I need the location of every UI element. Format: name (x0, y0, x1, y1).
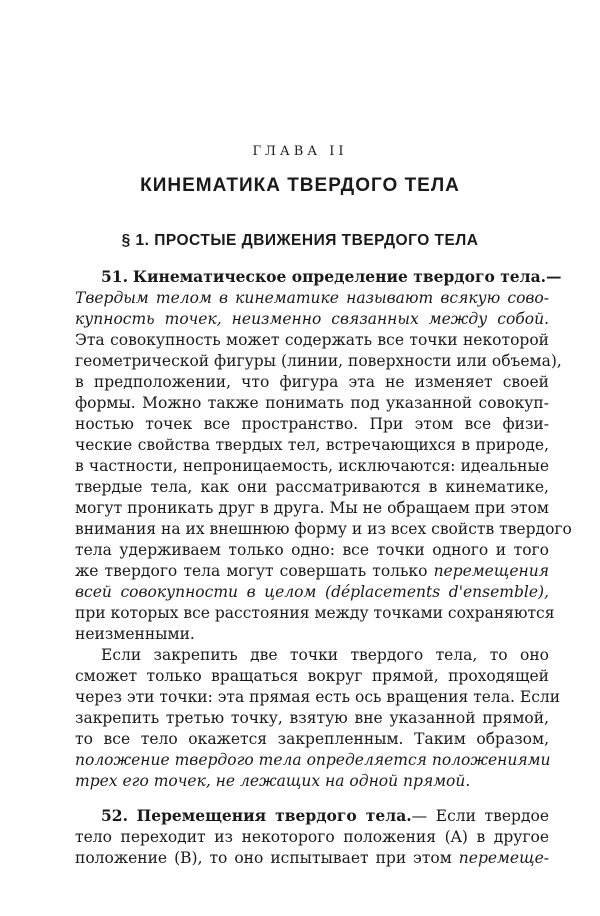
para51-italic-text: всей совокупности в целом (75, 583, 317, 601)
para51-line (75, 582, 549, 602)
para51b-line: то все тело окажется закрепленным. Таким образом, (75, 730, 549, 748)
para51b-line: сможет только вращаться вокруг прямой, проходящей (75, 667, 549, 685)
para52-heading: Перемещения твердого тела. (136, 806, 412, 825)
para51-italic-text: перемещения (433, 562, 549, 580)
para52-heading-line (101, 806, 549, 826)
para51b-line: трех его точек, не лежащих на одной прямой. (75, 772, 471, 790)
para52-number: 52. (101, 806, 128, 825)
para51-line: твердые тела, как они рассматриваются в кинематике, (75, 478, 549, 496)
section-title: § 1. ПРОСТЫЕ ДВИЖЕНИЯ ТВЕРДОГО ТЕЛА (121, 232, 479, 249)
para51-line: внимания на их внешнюю форму и из всех свойств твердого (75, 520, 572, 538)
para51-line: геометрической фигуры (линии, поверхности или объема), (75, 352, 562, 370)
para51-line: при которых все расстояния между точками сохраняются (75, 604, 555, 622)
para51-french-term: (déplacements d'ensemble), (325, 583, 550, 601)
para51-heading: Кинематическое определение твердого тела.— (132, 267, 562, 286)
para51-line: Твердым телом в кинематике называют всякую сово- (75, 289, 549, 307)
para51-number: 51. (101, 267, 128, 286)
para51-line: неизменными. (75, 625, 195, 643)
para51-heading-line (101, 267, 562, 287)
para51-line (75, 561, 549, 581)
para51-text: же твердого тела могут совершать только (75, 562, 428, 580)
para52-text: — Если твердое (411, 807, 549, 825)
para51-line: ностью точек все пространство. При этом все физи- (75, 415, 549, 433)
para51-line: Эта совокупность может содержать все точки некоторой (75, 331, 549, 349)
chapter-title: КИНЕМАТИКА ТВЕРДОГО ТЕЛА (140, 175, 460, 196)
para51b-line: через эти точки: эта прямая есть ось вращения тела. Если (75, 688, 561, 706)
para52-line (75, 848, 549, 868)
para51-line: в предположении, что фигура эта не изменяет своей (75, 373, 549, 391)
para51-line: тела удерживаем только одно: все точки одного и того (75, 541, 549, 559)
para51-line: могут проникать друг в друга. Мы не обращаем при этом (75, 499, 549, 517)
para51-line: в частности, непроницаемость, исключаются: идеальные (75, 457, 549, 475)
para51b-line: закрепить третью точку, взятую вне указанной прямой, (75, 709, 549, 727)
para52-line: тело переходит из некоторого положения (A) в другое (75, 828, 549, 846)
para52-text: положение (B), то оно испытывает при этом (75, 849, 452, 867)
para52-italic-text: перемеще- (458, 849, 549, 867)
chapter-label: ГЛАВА II (252, 144, 348, 159)
para51-line: формы. Можно также понимать под указанной совокуп- (75, 394, 549, 412)
para51-line: купность точек, неизменно связанных между собой. (75, 310, 549, 328)
para51b-line: Если закрепить две точки твердого тела, то оно (101, 646, 549, 664)
para51-line: ческие свойства твердых тел, встречающихся в природе, (75, 436, 549, 454)
para51b-line: положение твердого тела определяется положениями (75, 751, 551, 769)
